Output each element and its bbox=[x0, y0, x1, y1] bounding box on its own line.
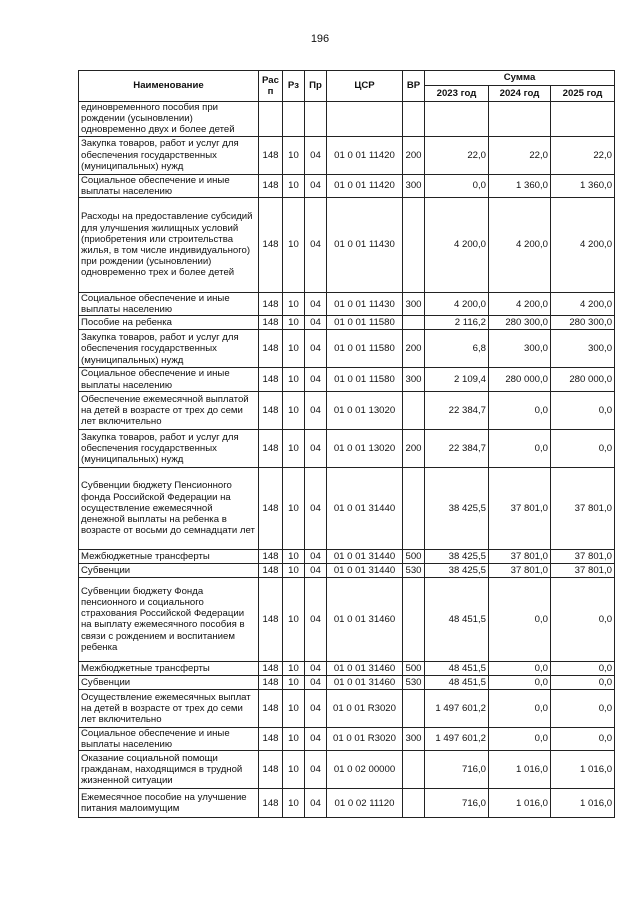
row-2024-cell: 0,0 bbox=[489, 727, 551, 750]
row-csr-cell: 01 0 01 11580 bbox=[327, 330, 403, 368]
row-2024-cell: 1 016,0 bbox=[489, 751, 551, 789]
row-rz-cell: 10 bbox=[283, 577, 305, 661]
row-vr-cell bbox=[403, 102, 425, 137]
row-pr-cell: 04 bbox=[305, 391, 327, 429]
row-ras-cell: 148 bbox=[259, 136, 283, 174]
row-name-cell: Социальное обеспечение и иные выплаты населению bbox=[79, 727, 259, 750]
header-sum: Сумма bbox=[425, 71, 615, 86]
row-csr-cell: 01 0 01 11430 bbox=[327, 198, 403, 293]
row-rz-cell: 10 bbox=[283, 751, 305, 789]
table-row bbox=[79, 198, 615, 293]
row-name-cell: Социальное обеспечение и иные выплаты населению bbox=[79, 368, 259, 391]
row-name-cell: Осуществление ежемесячных выплат на детей в возрасте от трех до семи лет включительно bbox=[79, 689, 259, 727]
table-row bbox=[79, 293, 615, 316]
row-rz-cell: 10 bbox=[283, 136, 305, 174]
row-vr-cell: 200 bbox=[403, 136, 425, 174]
row-rz-cell: 10 bbox=[283, 789, 305, 818]
row-2024-cell: 300,0 bbox=[489, 330, 551, 368]
row-name-cell: единовременного пособия при рождении (усыновлении) одновременно двух и более детей bbox=[79, 102, 259, 137]
row-pr-cell: 04 bbox=[305, 467, 327, 549]
header-name: Наименование bbox=[79, 71, 259, 102]
row-pr-cell: 04 bbox=[305, 330, 327, 368]
row-name-cell: Расходы на предоставление субсидий для улучшения жилищных условий (приобретения или строительства жилья, в том числе индивидуального) при рождении (усыновлении) одновременно трех и более детей bbox=[79, 198, 259, 293]
row-2025-cell: 37 801,0 bbox=[551, 549, 615, 563]
row-2023-cell: 6,8 bbox=[425, 330, 489, 368]
row-csr-cell bbox=[327, 102, 403, 137]
row-name-cell: Межбюджетные трансферты bbox=[79, 549, 259, 563]
table-row bbox=[79, 563, 615, 577]
row-2024-cell: 0,0 bbox=[489, 577, 551, 661]
row-rz-cell: 10 bbox=[283, 330, 305, 368]
row-2024-cell: 4 200,0 bbox=[489, 198, 551, 293]
header-vr: ВР bbox=[403, 71, 425, 102]
row-pr-cell: 04 bbox=[305, 316, 327, 330]
row-ras-cell: 148 bbox=[259, 675, 283, 689]
row-csr-cell: 01 0 01 11580 bbox=[327, 316, 403, 330]
row-2023-cell: 38 425,5 bbox=[425, 467, 489, 549]
row-2023-cell: 38 425,5 bbox=[425, 563, 489, 577]
row-2025-cell: 37 801,0 bbox=[551, 467, 615, 549]
row-2023-cell: 48 451,5 bbox=[425, 661, 489, 675]
row-vr-cell bbox=[403, 391, 425, 429]
row-ras-cell: 148 bbox=[259, 751, 283, 789]
row-name-cell: Субвенции bbox=[79, 675, 259, 689]
row-name-cell: Социальное обеспечение и иные выплаты населению bbox=[79, 293, 259, 316]
table-row bbox=[79, 330, 615, 368]
row-2024-cell: 0,0 bbox=[489, 689, 551, 727]
row-name-cell: Обеспечение ежемесячной выплатой на детей в возрасте от трех до семи лет включительно bbox=[79, 391, 259, 429]
row-rz-cell: 10 bbox=[283, 467, 305, 549]
row-2024-cell: 0,0 bbox=[489, 661, 551, 675]
row-2024-cell: 1 016,0 bbox=[489, 789, 551, 818]
row-pr-cell: 04 bbox=[305, 549, 327, 563]
row-vr-cell: 300 bbox=[403, 727, 425, 750]
row-rz-cell: 10 bbox=[283, 675, 305, 689]
row-2025-cell: 1 016,0 bbox=[551, 751, 615, 789]
row-csr-cell: 01 0 01 31440 bbox=[327, 549, 403, 563]
row-2024-cell: 4 200,0 bbox=[489, 293, 551, 316]
row-2023-cell: 0,0 bbox=[425, 174, 489, 197]
row-ras-cell: 148 bbox=[259, 330, 283, 368]
row-vr-cell: 530 bbox=[403, 563, 425, 577]
row-rz-cell: 10 bbox=[283, 563, 305, 577]
row-vr-cell bbox=[403, 316, 425, 330]
row-pr-cell: 04 bbox=[305, 689, 327, 727]
row-name-cell: Закупка товаров, работ и услуг для обеспечения государственных (муниципальных) нужд bbox=[79, 330, 259, 368]
row-2025-cell: 0,0 bbox=[551, 675, 615, 689]
row-csr-cell: 01 0 01 11430 bbox=[327, 293, 403, 316]
row-2023-cell: 4 200,0 bbox=[425, 198, 489, 293]
table-row bbox=[79, 689, 615, 727]
row-vr-cell: 500 bbox=[403, 661, 425, 675]
row-name-cell: Межбюджетные трансферты bbox=[79, 661, 259, 675]
row-2024-cell: 0,0 bbox=[489, 675, 551, 689]
row-ras-cell: 148 bbox=[259, 368, 283, 391]
row-ras-cell: 148 bbox=[259, 174, 283, 197]
row-pr-cell: 04 bbox=[305, 136, 327, 174]
row-name-cell: Оказание социальной помощи гражданам, находящимся в трудной жизненной ситуации bbox=[79, 751, 259, 789]
row-rz-cell: 10 bbox=[283, 293, 305, 316]
row-ras-cell: 148 bbox=[259, 467, 283, 549]
row-rz-cell: 10 bbox=[283, 727, 305, 750]
row-csr-cell: 01 0 01 11580 bbox=[327, 368, 403, 391]
row-csr-cell: 01 0 01 31440 bbox=[327, 467, 403, 549]
row-ras-cell: 148 bbox=[259, 429, 283, 467]
table-row bbox=[79, 368, 615, 391]
row-csr-cell: 01 0 01 R3020 bbox=[327, 689, 403, 727]
row-2024-cell: 1 360,0 bbox=[489, 174, 551, 197]
row-2025-cell: 1 360,0 bbox=[551, 174, 615, 197]
row-vr-cell bbox=[403, 577, 425, 661]
row-csr-cell: 01 0 01 31440 bbox=[327, 563, 403, 577]
table-row bbox=[79, 727, 615, 750]
row-ras-cell: 148 bbox=[259, 316, 283, 330]
header-2023: 2023 год bbox=[425, 86, 489, 102]
row-2023-cell bbox=[425, 102, 489, 137]
row-pr-cell: 04 bbox=[305, 174, 327, 197]
row-ras-cell: 148 bbox=[259, 549, 283, 563]
table-row bbox=[79, 675, 615, 689]
table-row bbox=[79, 174, 615, 197]
row-rz-cell: 10 bbox=[283, 391, 305, 429]
row-vr-cell bbox=[403, 789, 425, 818]
row-2024-cell: 0,0 bbox=[489, 391, 551, 429]
table-row bbox=[79, 429, 615, 467]
row-pr-cell: 04 bbox=[305, 789, 327, 818]
table-row bbox=[79, 661, 615, 675]
row-pr-cell bbox=[305, 102, 327, 137]
row-pr-cell: 04 bbox=[305, 293, 327, 316]
row-ras-cell: 148 bbox=[259, 293, 283, 316]
page-number: 196 bbox=[310, 33, 330, 45]
row-name-cell: Субвенции bbox=[79, 563, 259, 577]
row-vr-cell: 200 bbox=[403, 330, 425, 368]
row-vr-cell: 500 bbox=[403, 549, 425, 563]
row-ras-cell: 148 bbox=[259, 391, 283, 429]
row-name-cell: Субвенции бюджету Пенсионного фонда Российской Федерации на осуществление ежемесячной денежной выплаты на ребенка в возрасте от восьми до семнадцати лет bbox=[79, 467, 259, 549]
row-rz-cell: 10 bbox=[283, 429, 305, 467]
row-csr-cell: 01 0 01 31460 bbox=[327, 661, 403, 675]
row-csr-cell: 01 0 02 00000 bbox=[327, 751, 403, 789]
row-2024-cell: 0,0 bbox=[489, 429, 551, 467]
row-2023-cell: 48 451,5 bbox=[425, 577, 489, 661]
row-vr-cell bbox=[403, 751, 425, 789]
row-2025-cell: 4 200,0 bbox=[551, 198, 615, 293]
row-rz-cell: 10 bbox=[283, 689, 305, 727]
row-name-cell: Пособие на ребенка bbox=[79, 316, 259, 330]
row-pr-cell: 04 bbox=[305, 198, 327, 293]
row-ras-cell: 148 bbox=[259, 789, 283, 818]
row-2025-cell: 0,0 bbox=[551, 391, 615, 429]
row-2025-cell: 37 801,0 bbox=[551, 563, 615, 577]
row-2025-cell bbox=[551, 102, 615, 137]
row-csr-cell: 01 0 01 31460 bbox=[327, 577, 403, 661]
row-csr-cell: 01 0 01 11420 bbox=[327, 174, 403, 197]
row-name-cell: Субвенции бюджету Фонда пенсионного и социального страхования Российской Федерации на выплату ежемесячного пособия в связи с рождением и воспитанием ребенка bbox=[79, 577, 259, 661]
table-row bbox=[79, 549, 615, 563]
header-rz: Рз bbox=[283, 71, 305, 102]
row-pr-cell: 04 bbox=[305, 563, 327, 577]
row-2025-cell: 22,0 bbox=[551, 136, 615, 174]
row-pr-cell: 04 bbox=[305, 429, 327, 467]
row-pr-cell: 04 bbox=[305, 751, 327, 789]
row-2023-cell: 38 425,5 bbox=[425, 549, 489, 563]
row-2025-cell: 280 300,0 bbox=[551, 316, 615, 330]
row-rz-cell: 10 bbox=[283, 174, 305, 197]
row-2024-cell: 37 801,0 bbox=[489, 563, 551, 577]
row-2025-cell: 0,0 bbox=[551, 429, 615, 467]
table-row bbox=[79, 391, 615, 429]
row-name-cell: Закупка товаров, работ и услуг для обеспечения государственных (муниципальных) нужд bbox=[79, 136, 259, 174]
row-2023-cell: 4 200,0 bbox=[425, 293, 489, 316]
row-vr-cell bbox=[403, 198, 425, 293]
row-ras-cell: 148 bbox=[259, 689, 283, 727]
row-2025-cell: 280 000,0 bbox=[551, 368, 615, 391]
row-2023-cell: 22 384,7 bbox=[425, 391, 489, 429]
row-2023-cell: 716,0 bbox=[425, 751, 489, 789]
row-rz-cell: 10 bbox=[283, 198, 305, 293]
table-row bbox=[79, 577, 615, 661]
row-2023-cell: 22 384,7 bbox=[425, 429, 489, 467]
row-csr-cell: 01 0 01 31460 bbox=[327, 675, 403, 689]
row-2024-cell: 280 000,0 bbox=[489, 368, 551, 391]
row-2024-cell: 22,0 bbox=[489, 136, 551, 174]
row-rz-cell: 10 bbox=[283, 661, 305, 675]
row-2023-cell: 22,0 bbox=[425, 136, 489, 174]
row-2025-cell: 300,0 bbox=[551, 330, 615, 368]
row-csr-cell: 01 0 01 13020 bbox=[327, 429, 403, 467]
row-2025-cell: 0,0 bbox=[551, 577, 615, 661]
row-2023-cell: 716,0 bbox=[425, 789, 489, 818]
row-pr-cell: 04 bbox=[305, 661, 327, 675]
row-name-cell: Ежемесячное пособие на улучшение питания малоимущим bbox=[79, 789, 259, 818]
table-row bbox=[79, 789, 615, 818]
row-2023-cell: 1 497 601,2 bbox=[425, 689, 489, 727]
row-vr-cell: 300 bbox=[403, 368, 425, 391]
row-csr-cell: 01 0 01 11420 bbox=[327, 136, 403, 174]
table-row bbox=[79, 467, 615, 549]
row-rz-cell: 10 bbox=[283, 549, 305, 563]
row-vr-cell bbox=[403, 467, 425, 549]
header-2025: 2025 год bbox=[551, 86, 615, 102]
row-2024-cell bbox=[489, 102, 551, 137]
row-rz-cell bbox=[283, 102, 305, 137]
row-2023-cell: 2 116,2 bbox=[425, 316, 489, 330]
table-row bbox=[79, 136, 615, 174]
row-2024-cell: 37 801,0 bbox=[489, 467, 551, 549]
row-2023-cell: 48 451,5 bbox=[425, 675, 489, 689]
row-ras-cell: 148 bbox=[259, 661, 283, 675]
row-2025-cell: 0,0 bbox=[551, 661, 615, 675]
row-pr-cell: 04 bbox=[305, 675, 327, 689]
row-2023-cell: 1 497 601,2 bbox=[425, 727, 489, 750]
row-vr-cell: 200 bbox=[403, 429, 425, 467]
row-csr-cell: 01 0 01 R3020 bbox=[327, 727, 403, 750]
table-row bbox=[79, 316, 615, 330]
row-vr-cell: 530 bbox=[403, 675, 425, 689]
row-vr-cell: 300 bbox=[403, 174, 425, 197]
row-ras-cell: 148 bbox=[259, 577, 283, 661]
row-pr-cell: 04 bbox=[305, 577, 327, 661]
row-2023-cell: 2 109,4 bbox=[425, 368, 489, 391]
header-pr: Пр bbox=[305, 71, 327, 102]
table-body bbox=[79, 102, 615, 818]
header-csr: ЦСР bbox=[327, 71, 403, 102]
row-2025-cell: 0,0 bbox=[551, 689, 615, 727]
row-2024-cell: 37 801,0 bbox=[489, 549, 551, 563]
row-csr-cell: 01 0 02 11120 bbox=[327, 789, 403, 818]
row-csr-cell: 01 0 01 13020 bbox=[327, 391, 403, 429]
row-ras-cell: 148 bbox=[259, 198, 283, 293]
row-name-cell: Социальное обеспечение и иные выплаты населению bbox=[79, 174, 259, 197]
row-pr-cell: 04 bbox=[305, 727, 327, 750]
row-2025-cell: 4 200,0 bbox=[551, 293, 615, 316]
row-ras-cell bbox=[259, 102, 283, 137]
header-ras: Рас п bbox=[259, 71, 283, 102]
row-vr-cell: 300 bbox=[403, 293, 425, 316]
row-rz-cell: 10 bbox=[283, 316, 305, 330]
row-2025-cell: 1 016,0 bbox=[551, 789, 615, 818]
header-2024: 2024 год bbox=[489, 86, 551, 102]
row-name-cell: Закупка товаров, работ и услуг для обеспечения государственных (муниципальных) нужд bbox=[79, 429, 259, 467]
row-pr-cell: 04 bbox=[305, 368, 327, 391]
budget-table bbox=[78, 70, 615, 818]
row-2024-cell: 280 300,0 bbox=[489, 316, 551, 330]
row-rz-cell: 10 bbox=[283, 368, 305, 391]
table-row bbox=[79, 102, 615, 137]
row-ras-cell: 148 bbox=[259, 727, 283, 750]
table-row bbox=[79, 751, 615, 789]
row-ras-cell: 148 bbox=[259, 563, 283, 577]
row-vr-cell bbox=[403, 689, 425, 727]
row-2025-cell: 0,0 bbox=[551, 727, 615, 750]
